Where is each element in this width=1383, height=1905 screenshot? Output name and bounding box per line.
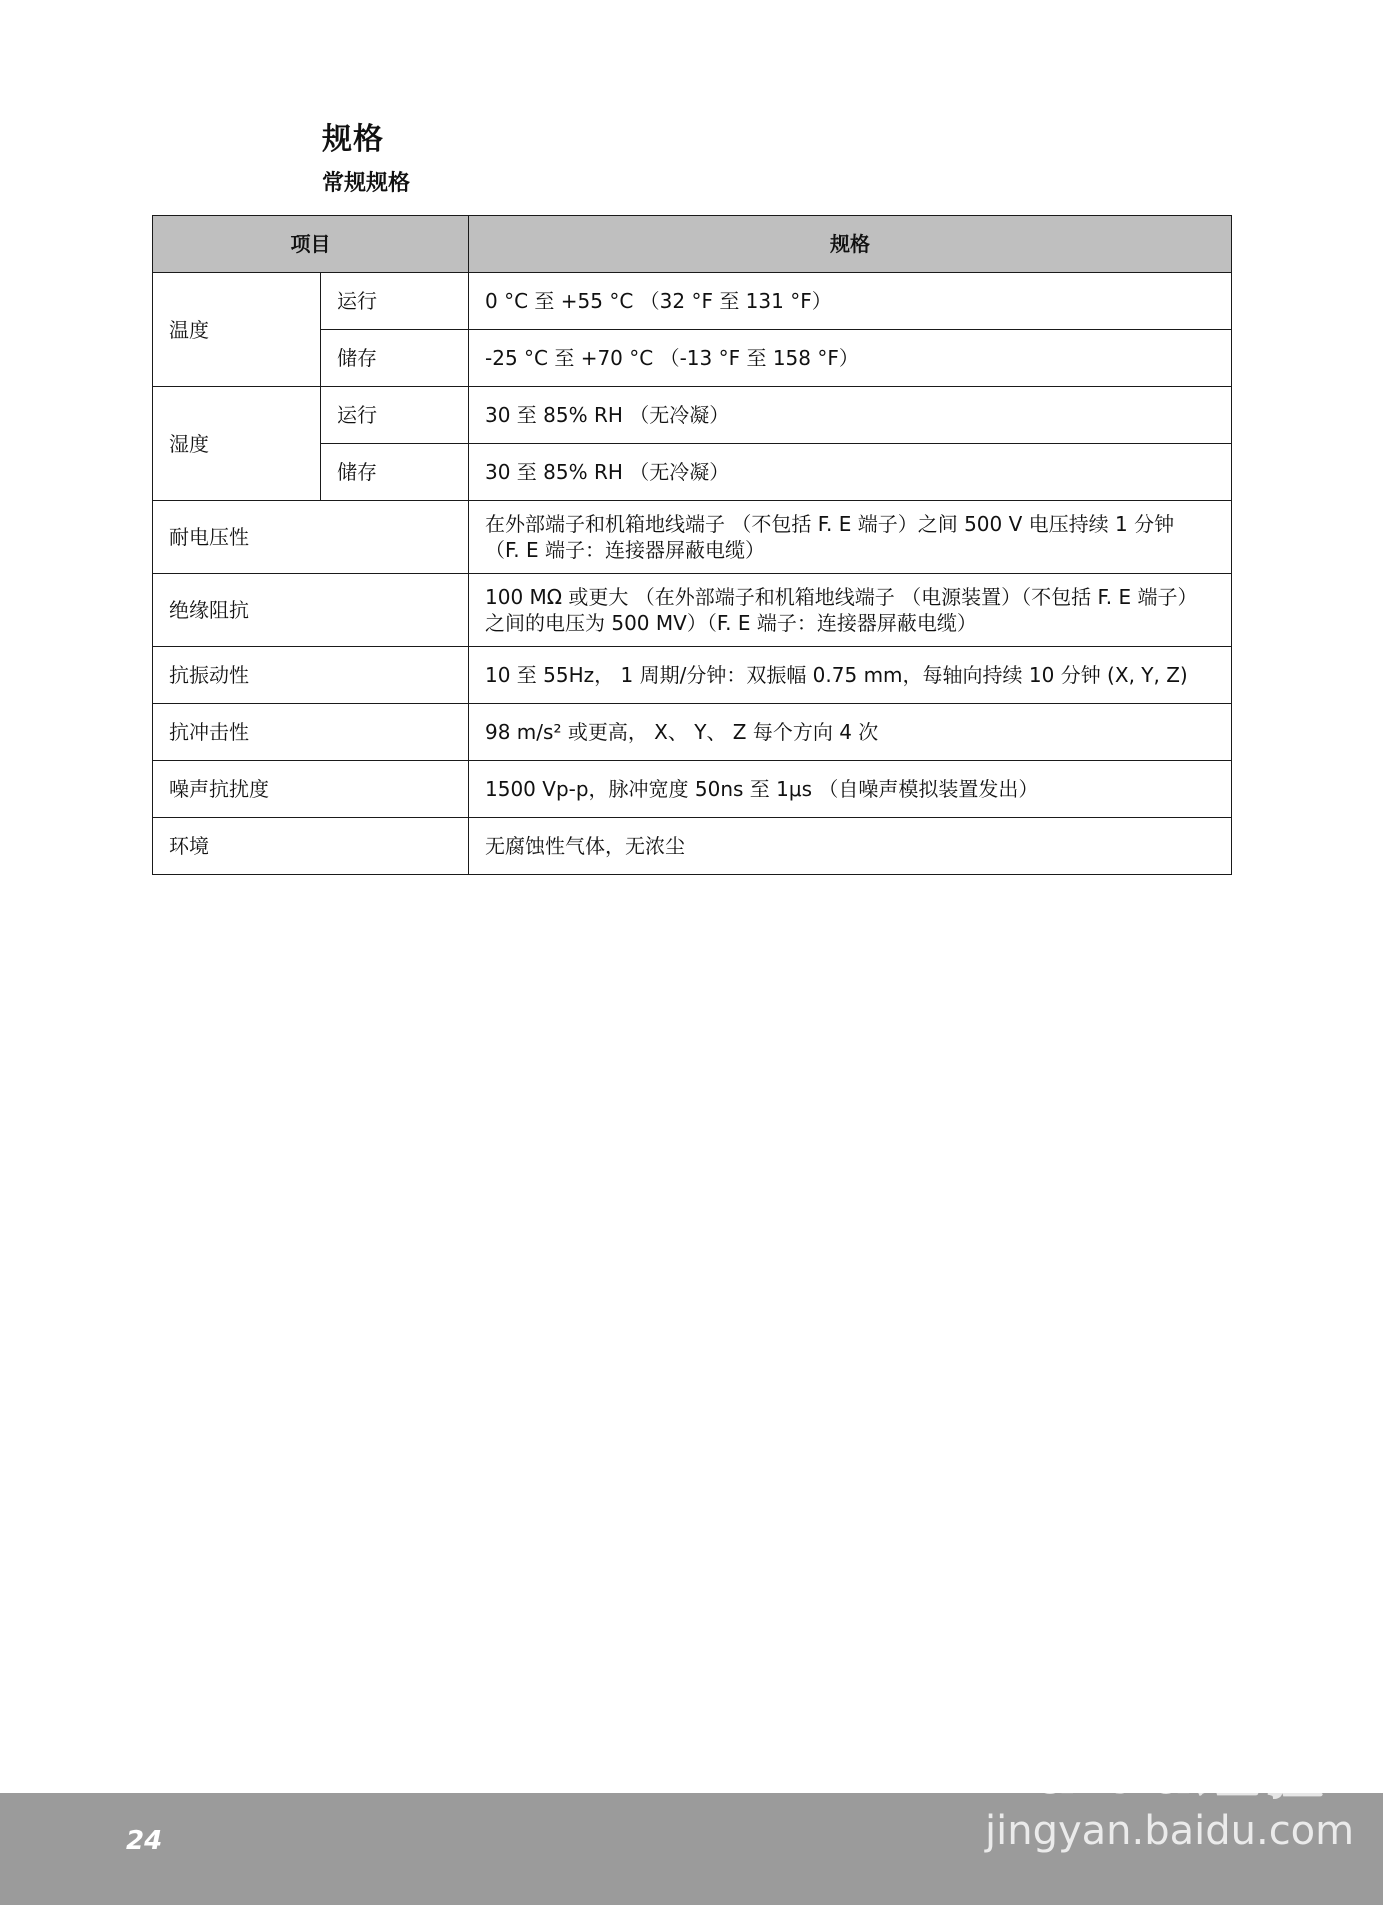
temperature-storage-value: -25 °C 至 +70 °C （-13 °F 至 158 °F） (469, 330, 1232, 387)
table-row (153, 704, 1232, 761)
table-row (153, 273, 1232, 330)
row-value: 无腐蚀性气体，无浓尘 (469, 818, 1232, 875)
watermark-logo: Baidu经验 (985, 1735, 1326, 1809)
humidity-operating-value: 30 至 85% RH （无冷凝） (469, 387, 1232, 444)
row-label: 噪声抗扰度 (153, 761, 469, 818)
row-value: 98 m/s² 或更高， X、 Y、 Z 每个方向 4 次 (469, 704, 1232, 761)
humidity-storage-value: 30 至 85% RH （无冷凝） (469, 444, 1232, 501)
temperature-operating-value: 0 °C 至 +55 °C （32 °F 至 131 °F） (469, 273, 1232, 330)
row-value: 1500 Vp-p，脉冲宽度 50ns 至 1μs （自噪声模拟装置发出） (469, 761, 1232, 818)
table-row (153, 647, 1232, 704)
row-label: 抗振动性 (153, 647, 469, 704)
row-value: 10 至 55Hz， 1 周期/分钟：双振幅 0.75 mm，每轴向持续 10 分钟 (X, Y, Z) (469, 647, 1232, 704)
table-row (153, 761, 1232, 818)
table-row (153, 387, 1232, 444)
table-header-row (153, 216, 1232, 273)
header-spec: 规格 (469, 216, 1232, 273)
humidity-label: 湿度 (153, 387, 321, 501)
temperature-storage-label: 储存 (321, 330, 469, 387)
table-row (153, 818, 1232, 875)
page-title: 规格 (322, 122, 384, 157)
paw-icon: ❀ (1090, 1690, 1127, 1741)
row-label: 耐电压性 (153, 501, 469, 574)
table-row (153, 501, 1232, 574)
section-title: 常规规格 (322, 171, 411, 196)
header-item: 项目 (153, 216, 469, 273)
row-label: 抗冲击性 (153, 704, 469, 761)
watermark-url: jingyan.baidu.com (985, 1808, 1355, 1854)
humidity-operating-label: 运行 (321, 387, 469, 444)
temperature-operating-label: 运行 (321, 273, 469, 330)
temperature-label: 温度 (153, 273, 321, 387)
row-value: 在外部端子和机箱地线端子 （不包括 F. E 端子）之间 500 V 电压持续 1 分钟 （F. E 端子：连接器屏蔽电缆） (469, 501, 1232, 574)
row-label: 环境 (153, 818, 469, 875)
row-value: 100 MΩ 或更大 （在外部端子和机箱地线端子 （电源装置）（不包括 F. E 端子）之间的电压为 500 MV）（F. E 端子：连接器屏蔽电缆） (469, 574, 1232, 647)
humidity-storage-label: 储存 (321, 444, 469, 501)
table-row (153, 574, 1232, 647)
page-number: 24 (126, 1826, 163, 1856)
row-label: 绝缘阻抗 (153, 574, 469, 647)
spec-table (152, 215, 1232, 875)
